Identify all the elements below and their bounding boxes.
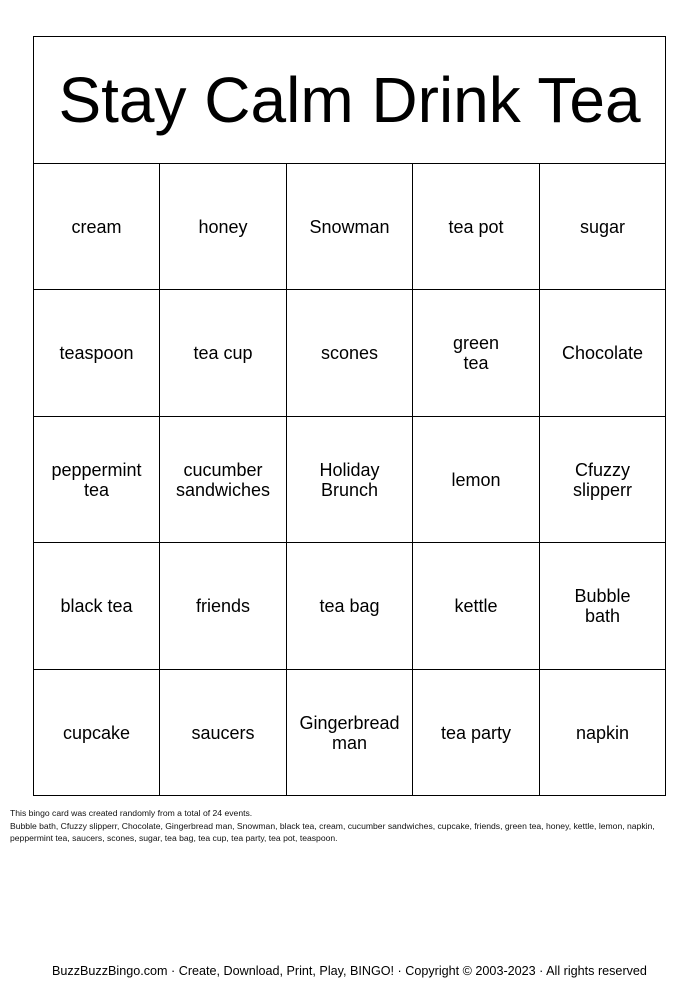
- title-box: [34, 37, 665, 164]
- site-footer: BuzzBuzzBingo.com · Create, Download, Print, Play, BINGO! · Copyright © 2003-2023 · All rights reserved: [52, 964, 647, 978]
- bingo-cell: Snowman: [287, 164, 413, 290]
- bingo-cell: cream: [34, 164, 160, 290]
- bingo-cell: napkin: [575, 722, 630, 743]
- bingo-cell: tea pot: [413, 164, 540, 290]
- bingo-cell: Bubble bath: [540, 543, 665, 670]
- event-list-note: [10, 807, 690, 845]
- bingo-cell: cucumber sandwiches: [160, 417, 287, 543]
- bingo-grid: [34, 164, 665, 795]
- bingo-cell: Gingerbread man: [287, 670, 413, 795]
- bingo-cell: Holiday Brunch: [287, 417, 413, 543]
- bingo-cell: scones: [287, 290, 413, 417]
- bingo-cell: tea cup: [160, 290, 287, 417]
- bingo-cell: honey: [160, 164, 287, 290]
- bingo-cell: tea bag: [287, 543, 413, 670]
- note-event-list: Bubble bath, Cfuzzy slipperr, Chocolate, Gingerbread man, Snowman, black tea, cream, cucumber sandwiches, cupcake, friends, green tea, honey, kettle, lemon, napkin, peppermint tea, saucers, scones, sugar, tea bag, tea cup, tea party, tea pot, teaspoon.: [10, 820, 655, 843]
- card-title: Stay Calm Drink Tea: [58, 64, 641, 136]
- bingo-cell: friends: [160, 543, 287, 670]
- bingo-cell: lemon: [413, 417, 540, 543]
- bingo-cell: black tea: [34, 543, 160, 670]
- bingo-cell: green tea: [413, 290, 540, 417]
- bingo-cell: peppermint tea: [34, 417, 160, 543]
- bingo-cell: cupcake: [34, 670, 160, 795]
- bingo-cell: Chocolate: [540, 290, 665, 417]
- bingo-card: [33, 36, 666, 796]
- note-summary: This bingo card was created randomly from a total of 24 events.: [10, 808, 253, 818]
- bingo-cell: teaspoon: [34, 290, 160, 417]
- bingo-cell: sugar: [540, 164, 665, 290]
- bingo-cell: Cfuzzy slipperr: [540, 417, 665, 543]
- bingo-cell: tea party: [413, 670, 540, 795]
- bingo-cell: kettle: [413, 543, 540, 670]
- bingo-cell: saucers: [160, 670, 287, 795]
